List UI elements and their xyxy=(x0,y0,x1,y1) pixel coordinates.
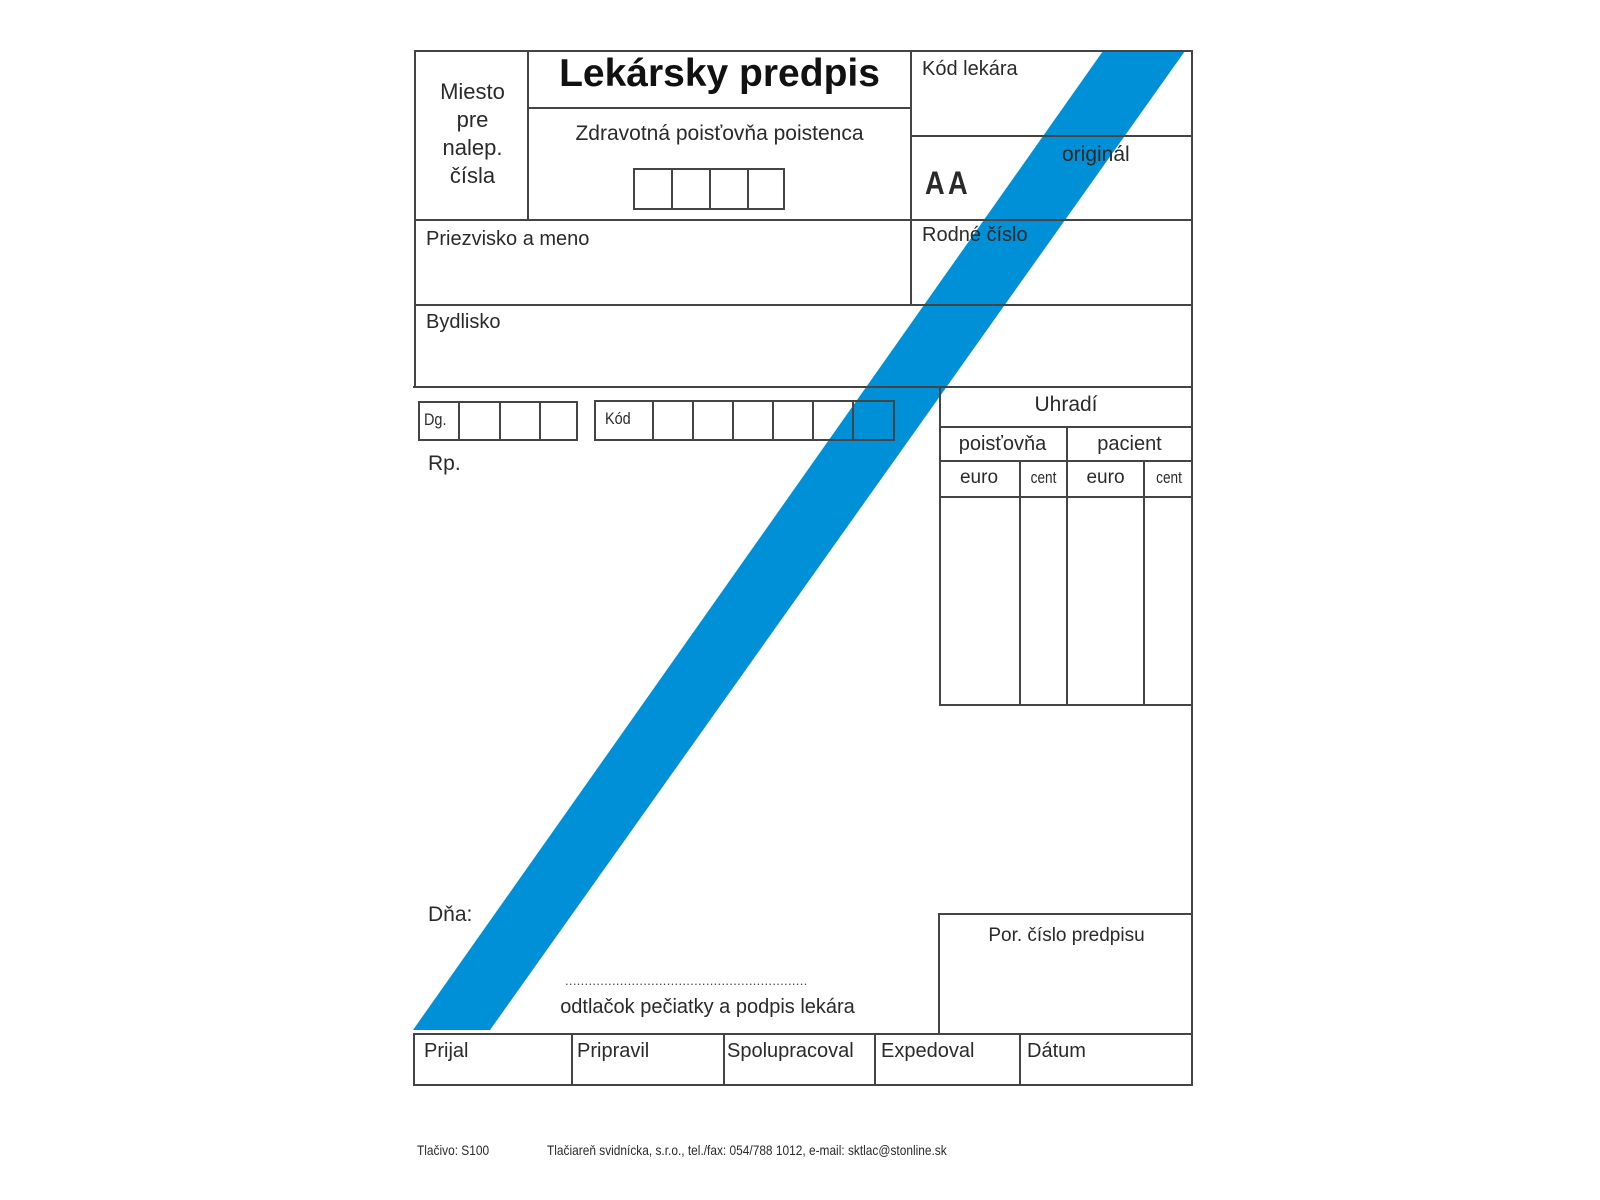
doctor-code-label: Kód lekára xyxy=(922,58,1018,80)
name-label: Priezvisko a meno xyxy=(426,228,590,250)
stamp-dots: .............................................................. xyxy=(565,973,808,988)
dg-label: Dg. xyxy=(424,410,447,429)
drug-code-boxes[interactable] xyxy=(594,400,895,441)
sticker-area-label: Miesto pre nalep. čísla xyxy=(440,79,505,188)
kod-label: Kód xyxy=(605,409,631,428)
insurer-label: Zdravotná poisťovňa poistenca xyxy=(575,122,864,145)
order-number-label: Por. číslo predpisu xyxy=(988,925,1145,946)
payment-euro-1: euro xyxy=(959,467,999,488)
footer-pripravil: Pripravil xyxy=(577,1040,650,1062)
copy-label: originál xyxy=(1062,143,1130,166)
birth-number-label: Rodné číslo xyxy=(922,224,1028,246)
date-label: Dňa: xyxy=(428,903,473,926)
payment-insurer: poisťovňa xyxy=(958,433,1047,455)
payment-euro-2: euro xyxy=(1086,467,1125,488)
footer-datum: Dátum xyxy=(1027,1040,1086,1062)
series-label: AA xyxy=(925,165,972,201)
footer-spolupracoval: Spolupracoval xyxy=(727,1040,854,1062)
page-title: Lekársky predpis xyxy=(559,52,880,95)
payment-patient: pacient xyxy=(1097,433,1162,455)
footer-expedoval: Expedoval xyxy=(881,1040,975,1062)
form-code-imprint: Tlačivo: S100 xyxy=(417,1142,490,1158)
payment-cent-1: cent xyxy=(1030,468,1057,487)
rp-label: Rp. xyxy=(428,452,461,475)
stamp-label: odtlačok pečiatky a podpis lekára xyxy=(560,996,855,1018)
insurer-code-boxes[interactable] xyxy=(633,168,785,210)
payment-header: Uhradí xyxy=(1034,393,1098,416)
payment-cent-2: cent xyxy=(1156,468,1182,487)
footer-prijal: Prijal xyxy=(424,1040,469,1062)
address-label: Bydlisko xyxy=(426,311,501,333)
printer-imprint: Tlačiareň svidnícka, s.r.o., tel./fax: 054/788 1012, e-mail: sktlac@stonline.sk xyxy=(547,1142,947,1158)
